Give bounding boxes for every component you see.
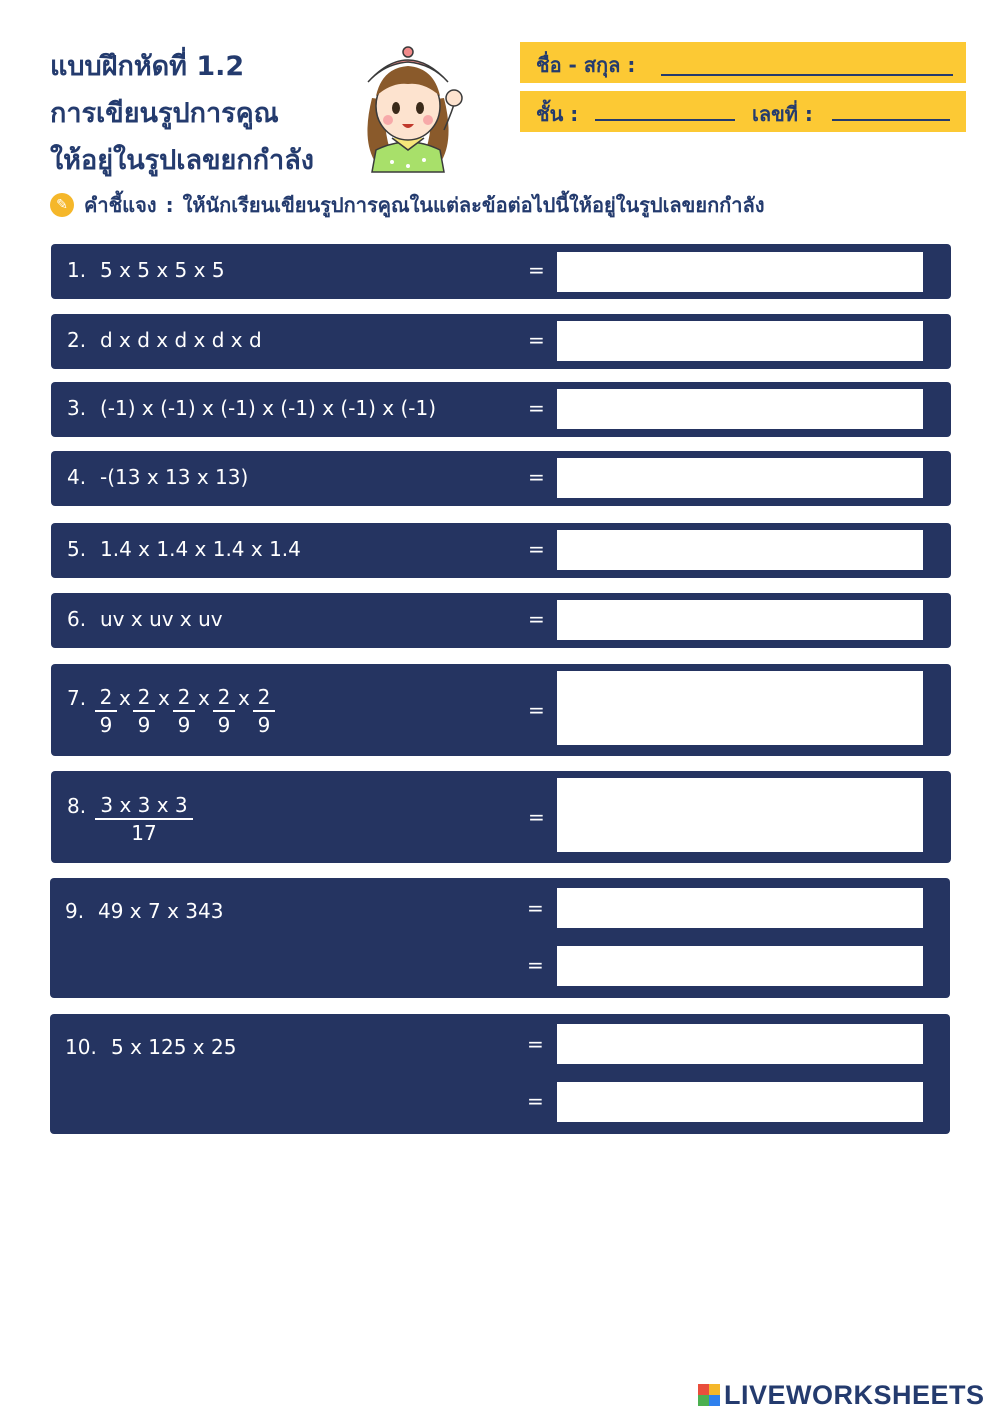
- question-row-5: [51, 523, 951, 578]
- question-expression: (-1) x (-1) x (-1) x (-1) x (-1) x (-1): [100, 396, 437, 420]
- instruction-label: คำชี้แจง: [84, 193, 157, 217]
- multiply-sign: x: [198, 686, 210, 710]
- answer-input[interactable]: [557, 252, 923, 292]
- student-number-label: เลขที่ :: [752, 102, 813, 126]
- question-number: 9.: [65, 899, 85, 923]
- answer-input-step-1[interactable]: [557, 1024, 923, 1064]
- question-expression: 5 x 5 x 5 x 5: [100, 258, 225, 282]
- question-expression: uv x uv x uv: [100, 607, 223, 631]
- question-row-10: [50, 1014, 950, 1134]
- name-field-box: [520, 42, 966, 83]
- fraction-term: 2 9: [253, 686, 275, 736]
- fraction-expression: 3 x 3 x 3 17: [95, 794, 193, 844]
- brand-name: LIVEWORKSHEETS: [724, 1379, 985, 1410]
- question-expression: 49 x 7 x 343: [98, 899, 224, 923]
- answer-input[interactable]: [557, 600, 923, 640]
- answer-input[interactable]: [557, 458, 923, 498]
- worksheet-title-line-3: ให้อยู่ในรูปเลขยกกำลัง: [50, 145, 314, 176]
- fraction-term: 2 9: [213, 686, 235, 736]
- question-expression: d x d x d x d x d: [100, 328, 262, 352]
- question-number: 2.: [67, 328, 87, 352]
- question-row-7: [51, 664, 951, 756]
- equals-sign: =: [528, 607, 545, 631]
- multiply-sign: x: [119, 686, 131, 710]
- answer-input[interactable]: [557, 389, 923, 429]
- instruction-text: ให้นักเรียนเขียนรูปการคูณในแต่ละข้อต่อไปนี้ให้อยู่ในรูปเลขยกกำลัง: [182, 193, 765, 217]
- girl-character-illustration: [352, 38, 464, 174]
- question-expression: 1.4 x 1.4 x 1.4 x 1.4: [100, 537, 301, 561]
- instruction: [50, 190, 950, 220]
- equals-sign: =: [528, 537, 545, 561]
- question-number: 3.: [67, 396, 87, 420]
- name-input-line[interactable]: [661, 74, 953, 76]
- question-number: 6.: [67, 607, 87, 631]
- liveworksheets-brand: [698, 1379, 985, 1410]
- class-label: ชั้น :: [536, 102, 579, 126]
- equals-sign: =: [528, 805, 545, 829]
- worksheet-title-line-2: การเขียนรูปการคูณ: [50, 98, 279, 129]
- class-input-line[interactable]: [595, 119, 735, 121]
- pencil-icon: ✎: [50, 193, 74, 217]
- answer-input-step-2[interactable]: [557, 946, 923, 986]
- equals-sign: =: [528, 328, 545, 352]
- question-number: 8.: [67, 794, 87, 818]
- equals-sign: =: [527, 953, 544, 977]
- multiply-sign: x: [158, 686, 170, 710]
- question-row-1: [51, 244, 951, 299]
- student-number-input-line[interactable]: [832, 119, 950, 121]
- question-number: 7.: [67, 686, 87, 710]
- question-number: 1.: [67, 258, 87, 282]
- answer-input[interactable]: [557, 778, 923, 852]
- multiply-sign: x: [238, 686, 250, 710]
- equals-sign: =: [527, 1089, 544, 1113]
- worksheet-title-line-1: แบบฝึกหัดที่ 1.2: [50, 51, 245, 82]
- answer-input[interactable]: [557, 530, 923, 570]
- equals-sign: =: [527, 1032, 544, 1056]
- answer-input-step-1[interactable]: [557, 888, 923, 928]
- equals-sign: =: [528, 258, 545, 282]
- fraction-term: 2 9: [95, 686, 117, 736]
- name-label: ชื่อ - สกุล :: [536, 53, 636, 77]
- question-row-8: [51, 771, 951, 863]
- equals-sign: =: [528, 396, 545, 420]
- question-row-3: [51, 382, 951, 437]
- equals-sign: =: [528, 465, 545, 489]
- question-expression: -(13 x 13 x 13): [100, 465, 249, 489]
- answer-input[interactable]: [557, 321, 923, 361]
- fraction-term: 2 9: [133, 686, 155, 736]
- question-row-4: [51, 451, 951, 506]
- class-field-box: [520, 91, 966, 132]
- question-number: 4.: [67, 465, 87, 489]
- question-number: 5.: [67, 537, 87, 561]
- equals-sign: =: [527, 896, 544, 920]
- answer-input[interactable]: [557, 671, 923, 745]
- question-row-6: [51, 593, 951, 648]
- question-row-2: [51, 314, 951, 369]
- question-row-9: [50, 878, 950, 998]
- question-number: 10.: [65, 1035, 97, 1059]
- liveworksheets-logo-icon: [698, 1384, 720, 1406]
- instruction-colon: :: [165, 193, 174, 217]
- question-expression: 5 x 125 x 25: [111, 1035, 237, 1059]
- equals-sign: =: [528, 698, 545, 722]
- fraction-term: 2 9: [173, 686, 195, 736]
- answer-input-step-2[interactable]: [557, 1082, 923, 1122]
